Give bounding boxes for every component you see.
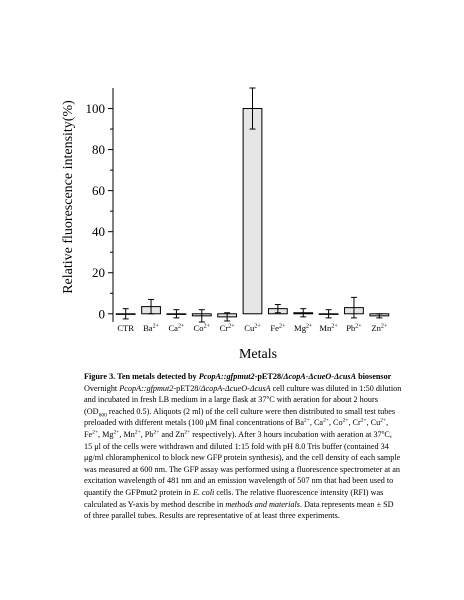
y-tick-label: 20 [92,265,105,281]
x-tick-label: $Co^{2+}$ [193,322,210,333]
x-tick-label: $Mg^{2+}$ [294,322,313,333]
y-tick-label: 100 [85,101,105,117]
x-tick-label: $Ca^{2+}$ [168,322,185,333]
x-tick-label: $Zn^{2+}$ [371,322,388,333]
y-tick-label: 0 [98,306,105,322]
y-tick-label: 60 [92,183,105,199]
x-tick-label: $Cu^{2+}$ [244,322,261,333]
y-tick-label: 40 [92,224,105,240]
x-tick-label: $Ba^{2+}$ [143,322,160,333]
bar [243,109,262,314]
plot-area [86,88,389,333]
figure-caption: Figure 3. Ten metals detected by PcopA::gfpmut2-pET28/ΔcopA-ΔcueO-ΔcusA biosensor Overnight PcopA::gfpmut2-pET28/ΔcopA-ΔcueO-ΔcusA cell culture was diluted in 1:50 dilution and incubated in fresh LB medium in a large flask at 37$^o$C with aeration for about 2 hours ($OD_{600}$ reached 0.5). Aliquots (2 ml) of the cell culture were then distributed to small test tubes preloaded with different metals (100 μM final concentrations of $Ba^{2+}$, $Ca^{2+}$, $Co^{2+}$, $Cr^{2+}$, $Cu^{2+}$, $Fe^{2+}$, $Mg^{2+}$, $Mn^{2+}$, $Pb^{2+}$ and $Zn^{2+}$ respectively). After 3 hours incubation with aeration at 37$^o$C, 15 μl of the cells were withdrawn and diluted 1:15 fold with pH 8.0 Tris buffer (contained 34 μg/ml chloramphenicol to block new GFP protein synthesis), and the cell density of each sample was measured at 600 nm. The GFP assay was performed using a fluorescence spectrometer at an excitation wavelength of 481 nm and an emission wavelength of 507 nm that had been used to quantify the GFPmut2 protein in E. coli cells. The relative fluorescence intensity (RFI) was calculated as Y-axis by method describe in methods and materials. Data represents mean ± SD of three parallel tubes. Results are representative of at least three experiments. [84,372,402,521]
x-tick-label: $Pb^{2+}$ [346,322,362,333]
x-tick-label: $Fe^{2+}$ [270,322,286,333]
x-axis-label: Metals [238,347,278,362]
x-tick-label: $Mn^{2+}$ [319,322,338,333]
x-tick-label: $Cr^{2+}$ [219,322,235,333]
x-tick-label: CTR [117,322,135,333]
caption-title: Figure 3. Ten metals detected by PcopA::gfpmut2-pET28/ΔcopA-ΔcueO-ΔcusA biosensor [84,372,392,381]
y-axis-label: Relative fluorescence intensity(%) [61,100,76,294]
y-tick-label: 80 [92,142,105,158]
